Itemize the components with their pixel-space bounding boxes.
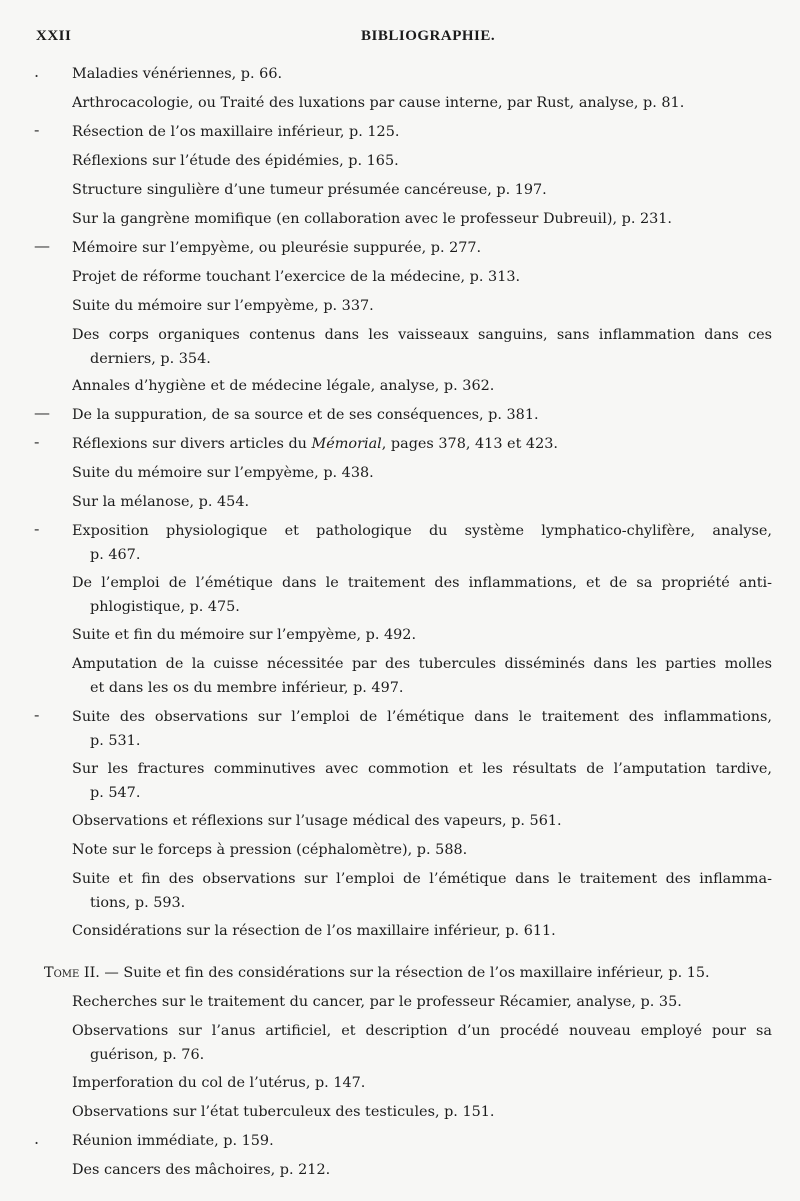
entry-line-2: p. 531. [90, 733, 141, 749]
entry-text: Suite du mémoire sur l’empyème, p. 337. [72, 298, 374, 314]
entry-line-1: Suite des observations sur l’emploi de l’émétique dans le traitement des inflammations, [72, 709, 772, 725]
bibliography-entry-amputation-de-la-cuisse-necessitee-par-d [72, 652, 772, 700]
bibliography-entry-suite-du-memoire-sur-l-empyeme-p-438 [72, 461, 772, 485]
bibliography-entry-considerations-sur-la-resection-de-l-os- [72, 919, 772, 943]
margin-mark: - [34, 432, 40, 451]
bibliography-entry-suite-et-fin-du-memoire-sur-l-empyeme-p- [72, 623, 772, 647]
entry-text: Suite du mémoire sur l’empyème, p. 438. [72, 465, 374, 481]
entry-text: Note sur le forceps à pression (céphalomètre), p. 588. [72, 842, 468, 858]
entry-text: Arthrocacologie, ou Traité des luxations par cause interne, par Rust, analyse, p. 81. [72, 95, 685, 111]
bibliography-entry-sur-les-fractures-comminutives-avec-comm [72, 757, 772, 805]
entry-italic-title: Mémorial [311, 436, 382, 452]
entry-text: Réunion immédiate, p. 159. [72, 1133, 274, 1149]
entry-text: Des cancers des mâchoires, p. 212. [72, 1162, 331, 1178]
tome-entry [44, 961, 772, 985]
bibliography-entry-suite-et-fin-des-observations-sur-l-empl [72, 867, 772, 915]
entry-line-1: Suite et fin des observations sur l’emploi de l’émétique dans le traitement des inflamma- [72, 871, 772, 887]
entry-line-2: guérison, p. 76. [90, 1047, 205, 1063]
bibliography-entry-reflexions-sur-divers-articles-du [72, 432, 772, 456]
margin-mark: — [34, 403, 50, 422]
entry-text: Structure singulière d’une tumeur présumée cancéreuse, p. 197. [72, 182, 547, 198]
tome-label: Tome II. [44, 965, 100, 981]
bibliography-entry-recherches-sur-le-traitement-du-cancer-p [72, 990, 772, 1014]
entry-text: Considérations sur la résection de l’os maxillaire inférieur, p. 611. [72, 923, 556, 939]
margin-mark: — [34, 236, 50, 255]
entry-line-1: De l’emploi de l’émétique dans le traitement des inflammations, et de sa propriété anti- [72, 575, 772, 591]
entry-text: Réflexions sur l’étude des épidémies, p. 165. [72, 153, 399, 169]
margin-mark: . [34, 1129, 40, 1148]
entry-line-1: Sur les fractures comminutives avec commotion et les résultats de l’amputation tardive, [72, 761, 772, 777]
margin-mark: - [34, 519, 40, 538]
bibliography-entry-structure-singuliere-d-une-tumeur-presum [72, 178, 772, 202]
entry-text: Annales d’hygiène et de médecine légale, analyse, p. 362. [72, 378, 495, 394]
entry-line-2: derniers, p. 354. [90, 351, 211, 367]
entry-text: Recherches sur le traitement du cancer, par le professeur Récamier, analyse, p. 35. [72, 994, 682, 1010]
entry-line-1: Exposition physiologique et pathologique du système lymphatico-chylifère, analyse, [72, 523, 772, 539]
entry-line-1: Des corps organiques contenus dans les vaisseaux sanguins, sans inflammation dans ces [72, 327, 772, 343]
entry-line-2: p. 547. [90, 785, 141, 801]
bibliography-entry-de-la-suppuration-de-sa-source-et-de-ses [72, 403, 772, 427]
entry-text: De la suppuration, de sa source et de ses conséquences, p. 381. [72, 407, 539, 423]
entry-line-2: phlogistique, p. 475. [90, 599, 240, 615]
bibliography-entry-memoire-sur-l-empyeme-ou-pleuresie-suppu [72, 236, 772, 260]
bibliography-entry-observations-sur-l-etat-tuberculeux-des- [72, 1100, 772, 1124]
bibliography-entry-reflexions-sur-l-etude-des-epidemies-p-1 [72, 149, 772, 173]
entry-text: Sur la gangrène momifique (en collaboration avec le professeur Dubreuil), p. 231. [72, 211, 673, 227]
entry-line-1: Observations sur l’anus artificiel, et description d’un procédé nouveau employé pour sa [72, 1023, 772, 1039]
bibliography-entry-resection-de-l-os-maxillaire-inferieur-p [72, 120, 772, 144]
margin-mark: . [34, 62, 40, 81]
entry-line-1: Amputation de la cuisse nécessitée par des tubercules disséminés dans les parties molles [72, 656, 772, 672]
bibliography-entry-observations-et-reflexions-sur-l-usage-m [72, 809, 772, 833]
entry-text: Suite et fin du mémoire sur l’empyème, p. 492. [72, 627, 417, 643]
bibliography-entry-arthrocacologie-ou-traite-des-luxations- [72, 91, 772, 115]
page-number: XXII [36, 28, 72, 44]
bibliography-entry-suite-du-memoire-sur-l-empyeme-p-337 [72, 294, 772, 318]
bibliography-entry-reunion-immediate-p-159 [72, 1129, 772, 1153]
entry-text: Imperforation du col de l’utérus, p. 147. [72, 1075, 366, 1091]
bibliography-entry-sur-la-melanose-p-454 [72, 490, 772, 514]
entry-text: Maladies vénériennes, p. 66. [72, 66, 283, 82]
entry-text: Réflexions sur divers articles du [72, 436, 312, 452]
entry-text: Résection de l’os maxillaire inférieur, p. 125. [72, 124, 400, 140]
entry-text: Sur la mélanose, p. 454. [72, 494, 250, 510]
entry-line-2: p. 467. [90, 547, 141, 563]
bibliography-entry-annales-d-hygiene-et-de-medecine-legale- [72, 374, 772, 398]
bibliography-entry-des-corps-organiques-contenus-dans-les-v [72, 323, 772, 371]
entry-line-2: et dans les os du membre inférieur, p. 497. [90, 680, 404, 696]
entry-text: Projet de réforme touchant l’exercice de la médecine, p. 313. [72, 269, 521, 285]
bibliography-entry-de-l-emploi-de-l-emetique-dans-le-traite [72, 571, 772, 619]
entry-text: Mémoire sur l’empyème, ou pleurésie suppurée, p. 277. [72, 240, 482, 256]
bibliography-entry-suite-des-observations-sur-l-emploi-de-l [72, 705, 772, 753]
bibliography-entry-sur-la-gangrene-momifique-en-collaborati [72, 207, 772, 231]
bibliography-entry-note-sur-le-forceps-a-pression-cephalome [72, 838, 772, 862]
entry-text: Observations sur l’état tuberculeux des testicules, p. 151. [72, 1104, 495, 1120]
entry-text: , pages 378, 413 et 423. [381, 436, 558, 452]
page-title: BIBLIOGRAPHIE. [361, 28, 496, 44]
bibliography-entry-observations-sur-l-anus-artificiel-et-de [72, 1019, 772, 1067]
running-header [36, 28, 764, 48]
bibliography-entry-maladies-veneriennes-p-66 [72, 62, 772, 86]
bibliography-entry-projet-de-reforme-touchant-l-exercice-de [72, 265, 772, 289]
margin-mark: - [34, 705, 40, 724]
bibliography-entry-exposition-physiologique-et-pathologique [72, 519, 772, 567]
margin-mark: - [34, 120, 40, 139]
entry-text: — Suite et fin des considérations sur la résection de l’os maxillaire inférieur, p. 15. [99, 965, 710, 981]
entry-line-2: tions, p. 593. [90, 895, 186, 911]
bibliography-entry-imperforation-du-col-de-l-uterus-p-147 [72, 1071, 772, 1095]
bibliography-entry-des-cancers-des-machoires-p-212 [72, 1158, 772, 1182]
entry-text: Observations et réflexions sur l’usage médical des vapeurs, p. 561. [72, 813, 562, 829]
